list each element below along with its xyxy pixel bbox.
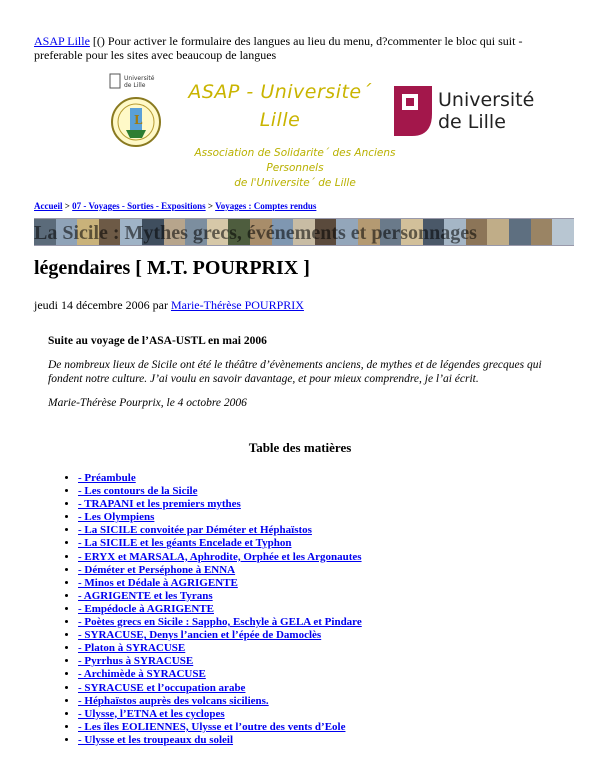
seal-text-1: Université [124,75,155,82]
brand-text-1: Université [438,89,535,111]
assoc-title-line1: ASAP - Universite´ [188,81,372,103]
toc-link[interactable]: - TRAPANI et les premiers mythes [78,498,241,511]
breadcrumb [34,200,316,212]
toc-item [78,668,362,681]
svg-text:L: L [134,113,143,127]
toc-link[interactable]: - AGRIGENTE et les Tyrans [78,589,213,602]
breadcrumb-voyages[interactable]: 07 - Voyages - Sorties - Expositions [72,201,206,211]
article-title: légendaires [ M.T. POURPRIX ] [34,257,310,279]
article-intro: De nombreux lieux de Sicile ont été le théâtre d’évènements anciens, de mythes et de légendes grecques qui fondent notre culture. J’ai voulu en savoir davantage, et pour mieux comprendre, je l’ai écrit. [48,359,542,385]
assoc-sub-line2: Personnels [266,162,324,174]
toc-link[interactable]: - La SICILE convoitée par Déméter et Héphaïstos [78,524,312,537]
article-lead: Suite au voyage de l’ASA-USTL en mai 2006 [48,335,267,347]
article-date: jeudi 14 décembre 2006 [34,298,150,312]
toc-link[interactable]: - SYRACUSE et l’occupation arabe [78,681,246,694]
breadcrumb-home[interactable]: Accueil [34,201,63,211]
breadcrumb-comptes-rendus[interactable]: Voyages : Comptes rendus [215,201,317,211]
toc-link[interactable]: - Ulysse, l’ETNA et les cyclopes [78,707,225,720]
toc-link[interactable]: - Platon à SYRACUSE [78,642,186,655]
author-link[interactable]: Marie-Thérèse POURPRIX [170,298,304,312]
top-note [34,34,574,62]
toc-link[interactable]: - SYRACUSE, Denys l’ancien et l’épée de Damoclès [78,629,322,642]
toc-item [78,564,362,577]
toc-item [78,682,362,695]
toc-item [78,485,362,498]
toc-item [78,629,362,642]
article-title-overlapped: La Sicile : Mythes grecs, événements et personnages [34,222,477,244]
toc-item [78,695,362,708]
toc-item [78,551,362,564]
toc-link[interactable]: - La SICILE et les géants Encelade et Typhon [78,537,292,550]
asap-lille-link[interactable]: ASAP Lille [34,34,90,48]
toc-item [78,721,362,734]
toc-link[interactable]: - Archimède à SYRACUSE [78,668,206,681]
toc-link[interactable]: - Héphaïstos auprès des volcans siciliens. [78,694,269,707]
toc-item [78,577,362,590]
toc-link[interactable]: - Les Olympiens [78,511,155,524]
toc-link[interactable]: - Les îles EOLIENNES, Ulysse et l’outre des vents d’Eole [78,720,346,733]
assoc-sub-line1: Association de Solidarite´ des Anciens [194,147,396,159]
toc-link[interactable]: - Préambule [78,472,136,484]
toc-link[interactable]: - Déméter et Perséphone à ENNA [78,563,236,576]
brand-text-2: de Lille [438,111,506,133]
toc-item [78,537,362,550]
toc-link[interactable]: - Ulysse et les troupeaux du soleil [78,733,234,746]
toc-link[interactable]: - Poètes grecs en Sicile : Sappho, Eschyle à GELA et Pindare [78,616,362,629]
seal-text-2: de Lille [124,82,146,89]
breadcrumb-sep: > [205,201,216,211]
toc-item [78,498,362,511]
byline [34,298,304,312]
toc-link[interactable]: - Pyrrhus à SYRACUSE [78,655,194,668]
toc-item [78,616,362,629]
toc-item [78,472,362,485]
toc-item [78,655,362,668]
toc-item [78,734,362,747]
universite-de-lille-logo [392,84,542,138]
university-seal-logo [108,72,164,152]
article-body [48,334,558,410]
byline-par: par [149,298,171,312]
toc-link[interactable]: - Empédocle à AGRIGENTE [78,602,214,615]
toc-item [78,708,362,721]
association-subtitle [170,146,420,191]
article-signature: Marie-Thérèse Pourprix, le 4 octobre 2006 [48,397,247,409]
toc-item [78,642,362,655]
toc-link[interactable]: - Les contours de la Sicile [78,485,198,498]
breadcrumb-sep: > [62,201,73,211]
toc-item [78,590,362,603]
table-of-contents [62,472,362,747]
association-title [170,78,390,134]
top-note-text: [() Pour activer le formulaire des langues au lieu du menu, d?commenter le bloc qui suit - preferable pour les sites avec beaucoup de langues [34,34,523,62]
toc-item [78,603,362,616]
toc-link[interactable]: - Minos et Dédale à AGRIGENTE [78,576,238,589]
assoc-title-line2: Lille [259,109,301,131]
toc-item [78,511,362,524]
assoc-sub-line3: de l'Universite´ de Lille [234,177,356,189]
toc-item [78,524,362,537]
toc-title: Table des matières [248,440,352,455]
toc-link[interactable]: - ERYX et MARSALA, Aphrodite, Orphée et les Argonautes [78,550,362,563]
